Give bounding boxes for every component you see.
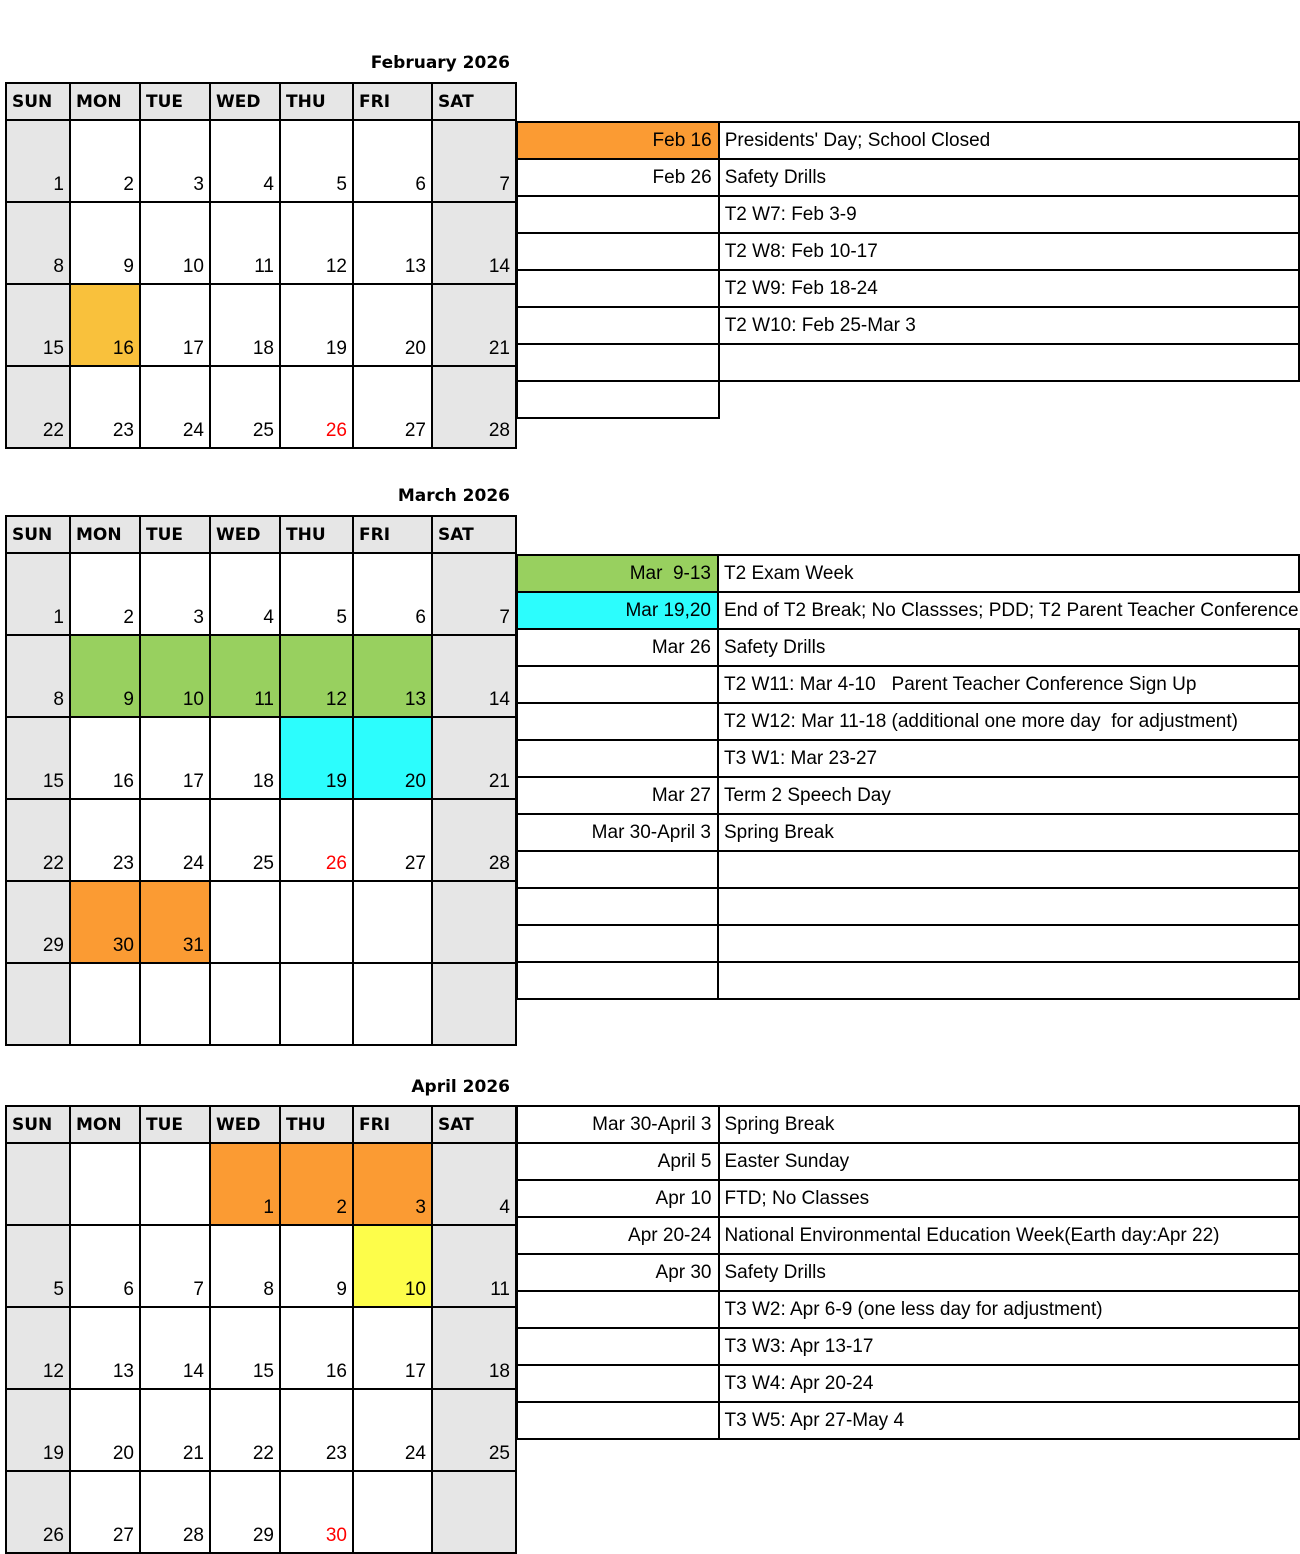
day-cell: 7	[432, 120, 516, 202]
weekday-thu: THU	[280, 83, 353, 120]
day-cell: 17	[140, 284, 210, 366]
day-cell: 19	[6, 1389, 70, 1471]
event-text: Safety Drills	[718, 629, 1299, 666]
day-cell: 25	[210, 366, 280, 448]
weekday-sun: SUN	[6, 83, 70, 120]
month-title-april: April 2026	[411, 1077, 510, 1097]
day-cell: 9	[280, 1225, 353, 1307]
event-date: Apr 30	[517, 1254, 719, 1291]
events-table-march	[516, 554, 1300, 1000]
event-row	[517, 592, 1299, 629]
week-row	[6, 635, 516, 717]
day-cell: 13	[70, 1307, 140, 1389]
weekday-sat: SAT	[432, 516, 516, 553]
event-date: Mar 30-April 3	[517, 814, 718, 851]
event-date: Mar 30-April 3	[517, 1106, 719, 1143]
event-text: Safety Drills	[719, 159, 1299, 196]
day-cell	[280, 963, 353, 1045]
event-text: Easter Sunday	[719, 1143, 1300, 1180]
day-cell: 26	[6, 1471, 70, 1553]
calendar-march	[5, 515, 517, 1046]
event-text: National Environmental Education Week(Earth day:Apr 22)	[719, 1217, 1300, 1254]
weekday-wed: WED	[210, 83, 280, 120]
event-text: T2 W8: Feb 10-17	[719, 233, 1299, 270]
weekday-fri: FRI	[353, 516, 432, 553]
event-row	[517, 381, 1299, 418]
day-cell: 21	[432, 717, 516, 799]
day-cell: 5	[6, 1225, 70, 1307]
week-row	[6, 284, 516, 366]
event-date: Feb 26	[517, 159, 719, 196]
event-row	[517, 196, 1299, 233]
event-text: T2 W7: Feb 3-9	[719, 196, 1299, 233]
day-cell-exam-week: 13	[353, 635, 432, 717]
event-text	[718, 851, 1299, 888]
event-text: T3 W2: Apr 6-9 (one less day for adjustment)	[719, 1291, 1300, 1328]
event-row	[517, 270, 1299, 307]
day-cell: 1	[6, 120, 70, 202]
event-text	[718, 962, 1299, 999]
day-cell: 12	[6, 1307, 70, 1389]
event-row	[517, 1291, 1299, 1328]
day-cell: 9	[70, 202, 140, 284]
week-row	[6, 120, 516, 202]
day-cell	[6, 963, 70, 1045]
event-date-text: Mar 9-13	[629, 562, 711, 584]
day-cell: 16	[70, 717, 140, 799]
day-cell-spring-break: 31	[140, 881, 210, 963]
day-cell: 28	[432, 799, 516, 881]
day-cell	[210, 963, 280, 1045]
day-cell-safety-drill: 26	[280, 366, 353, 448]
day-cell: 7	[140, 1225, 210, 1307]
day-cell	[6, 1143, 70, 1225]
day-cell	[140, 1143, 210, 1225]
day-cell: 23	[280, 1389, 353, 1471]
event-row	[517, 307, 1299, 344]
event-date	[517, 851, 718, 888]
event-row	[517, 1402, 1299, 1439]
weekday-mon: MON	[70, 83, 140, 120]
day-cell: 22	[210, 1389, 280, 1471]
weekday-fri: FRI	[353, 1106, 432, 1143]
day-cell	[210, 881, 280, 963]
day-cell: 15	[6, 717, 70, 799]
event-text: T2 Exam Week	[718, 555, 1299, 592]
event-row	[517, 851, 1299, 888]
day-cell: 22	[6, 799, 70, 881]
event-text: T3 W1: Mar 23-27	[718, 740, 1299, 777]
event-date	[517, 344, 719, 381]
weekday-mon: MON	[70, 1106, 140, 1143]
day-cell: 1	[6, 553, 70, 635]
event-date	[517, 555, 718, 592]
day-cell: 16	[280, 1307, 353, 1389]
event-row	[517, 555, 1299, 592]
event-date	[517, 307, 719, 344]
day-cell: 21	[432, 284, 516, 366]
event-date: Mar 26	[517, 629, 718, 666]
day-cell: 24	[140, 366, 210, 448]
day-cell	[280, 881, 353, 963]
event-date	[517, 925, 718, 962]
day-cell: 23	[70, 366, 140, 448]
event-row	[517, 888, 1299, 925]
event-text-content: T2 W11: Mar 4-10 Parent Teacher Conference Sign Up	[724, 673, 1197, 695]
day-cell: 25	[432, 1389, 516, 1471]
day-cell-exam-week: 10	[140, 635, 210, 717]
day-cell	[432, 963, 516, 1045]
day-cell: 8	[6, 202, 70, 284]
event-text-content: T2 W12: Mar 11-18 (additional one more day for adjustment)	[724, 710, 1238, 732]
day-cell: 4	[210, 120, 280, 202]
event-date	[517, 666, 718, 703]
event-date	[517, 1402, 719, 1439]
day-cell: 27	[353, 366, 432, 448]
day-cell: 8	[6, 635, 70, 717]
day-cell: 28	[432, 366, 516, 448]
event-row	[517, 233, 1299, 270]
weekday-header-row	[6, 1106, 516, 1143]
day-cell: 11	[210, 202, 280, 284]
events-table-february	[516, 121, 1300, 419]
day-cell: 15	[210, 1307, 280, 1389]
event-row	[517, 925, 1299, 962]
day-cell-exam-week: 11	[210, 635, 280, 717]
weekday-tue: TUE	[140, 1106, 210, 1143]
weekday-sun: SUN	[6, 1106, 70, 1143]
day-cell: 2	[70, 553, 140, 635]
event-date	[517, 1291, 719, 1328]
event-row	[517, 629, 1299, 666]
day-cell-t2-break: 20	[353, 717, 432, 799]
week-row	[6, 1143, 516, 1225]
day-cell: 18	[210, 717, 280, 799]
week-row	[6, 717, 516, 799]
event-row	[517, 1217, 1299, 1254]
day-cell	[432, 881, 516, 963]
day-cell: 27	[70, 1471, 140, 1553]
event-date	[517, 1365, 719, 1402]
event-date: Mar 19,20	[517, 592, 718, 629]
day-cell: 19	[280, 284, 353, 366]
weekday-fri: FRI	[353, 83, 432, 120]
weekday-header-row	[6, 516, 516, 553]
weekday-tue: TUE	[140, 83, 210, 120]
event-text: T2 W9: Feb 18-24	[719, 270, 1299, 307]
event-row	[517, 159, 1299, 196]
event-text: T2 W10: Feb 25-Mar 3	[719, 307, 1299, 344]
event-date	[517, 381, 719, 418]
event-row	[517, 1254, 1299, 1291]
event-text: Safety Drills	[719, 1254, 1300, 1291]
event-text: T3 W5: Apr 27-May 4	[719, 1402, 1300, 1439]
day-cell: 14	[140, 1307, 210, 1389]
week-row	[6, 1389, 516, 1471]
week-row	[6, 202, 516, 284]
day-cell-safety-drill: 26	[280, 799, 353, 881]
day-cell: 20	[353, 284, 432, 366]
week-row	[6, 881, 516, 963]
day-cell: 28	[140, 1471, 210, 1553]
day-cell-spring-break: 1	[210, 1143, 280, 1225]
day-cell: 6	[353, 553, 432, 635]
day-cell-ftd: 10	[353, 1225, 432, 1307]
event-row	[517, 1328, 1299, 1365]
day-cell: 29	[6, 881, 70, 963]
day-cell: 5	[280, 553, 353, 635]
day-cell: 18	[210, 284, 280, 366]
day-cell: 3	[140, 120, 210, 202]
event-text: End of T2 Break; No Classses; PDD; T2 Parent Teacher Conference	[718, 592, 1299, 629]
week-row	[6, 1225, 516, 1307]
day-cell: 25	[210, 799, 280, 881]
day-cell-safety-drill: 30	[280, 1471, 353, 1553]
day-cell-spring-break: 2	[280, 1143, 353, 1225]
day-cell: 11	[432, 1225, 516, 1307]
week-row	[6, 366, 516, 448]
calendar-february	[5, 82, 517, 449]
weekday-sun: SUN	[6, 516, 70, 553]
week-row	[6, 553, 516, 635]
day-cell: 6	[353, 120, 432, 202]
day-cell: 7	[432, 553, 516, 635]
day-cell: 15	[6, 284, 70, 366]
event-row	[517, 740, 1299, 777]
day-cell: 13	[353, 202, 432, 284]
event-row	[517, 777, 1299, 814]
day-cell: 17	[353, 1307, 432, 1389]
event-date: April 5	[517, 1143, 719, 1180]
weekday-mon: MON	[70, 516, 140, 553]
event-row	[517, 122, 1299, 159]
event-date: Mar 27	[517, 777, 718, 814]
day-cell: 3	[140, 553, 210, 635]
day-cell: 23	[70, 799, 140, 881]
day-cell: 2	[70, 120, 140, 202]
day-cell	[140, 963, 210, 1045]
day-cell: 5	[280, 120, 353, 202]
event-text	[718, 888, 1299, 925]
event-text: FTD; No Classes	[719, 1180, 1300, 1217]
event-date	[517, 740, 718, 777]
events-table-april	[516, 1105, 1300, 1440]
event-date	[517, 196, 719, 233]
day-cell	[70, 963, 140, 1045]
event-row	[517, 814, 1299, 851]
month-title-march: March 2026	[397, 486, 510, 506]
month-title-february: February 2026	[370, 53, 510, 73]
day-cell: 24	[353, 1389, 432, 1471]
day-cell: 17	[140, 717, 210, 799]
event-date	[517, 962, 718, 999]
event-row	[517, 703, 1299, 740]
day-cell	[353, 963, 432, 1045]
event-text: T3 W4: Apr 20-24	[719, 1365, 1300, 1402]
weekday-sat: SAT	[432, 83, 516, 120]
event-date: Feb 16	[517, 122, 719, 159]
event-row	[517, 666, 1299, 703]
day-cell: 4	[432, 1143, 516, 1225]
day-cell-exam-week: 12	[280, 635, 353, 717]
day-cell	[432, 1471, 516, 1553]
week-row	[6, 1471, 516, 1553]
day-cell: 22	[6, 366, 70, 448]
day-cell: 27	[353, 799, 432, 881]
event-row	[517, 1365, 1299, 1402]
event-text	[718, 666, 1299, 703]
event-text: T3 W3: Apr 13-17	[719, 1328, 1300, 1365]
weekday-wed: WED	[210, 516, 280, 553]
week-row	[6, 799, 516, 881]
day-cell	[353, 1471, 432, 1553]
day-cell: 20	[70, 1389, 140, 1471]
day-cell: 6	[70, 1225, 140, 1307]
event-text: Spring Break	[719, 1106, 1300, 1143]
day-cell	[70, 1143, 140, 1225]
weekday-sat: SAT	[432, 1106, 516, 1143]
event-row	[517, 344, 1299, 381]
week-row	[6, 963, 516, 1045]
weekday-thu: THU	[280, 516, 353, 553]
week-row	[6, 1307, 516, 1389]
event-text	[719, 381, 1299, 418]
day-cell-spring-break: 30	[70, 881, 140, 963]
day-cell: 18	[432, 1307, 516, 1389]
day-cell: 8	[210, 1225, 280, 1307]
day-cell: 10	[140, 202, 210, 284]
day-cell: 21	[140, 1389, 210, 1471]
day-cell	[353, 881, 432, 963]
event-text	[718, 925, 1299, 962]
day-cell-highlight-presidents-day: 16	[70, 284, 140, 366]
event-text	[718, 703, 1299, 740]
event-date: Apr 20-24	[517, 1217, 719, 1254]
event-text: Term 2 Speech Day	[718, 777, 1299, 814]
day-cell: 4	[210, 553, 280, 635]
day-cell-spring-break: 3	[353, 1143, 432, 1225]
event-row	[517, 1143, 1299, 1180]
event-row	[517, 962, 1299, 999]
event-row	[517, 1180, 1299, 1217]
event-text: Presidents' Day; School Closed	[719, 122, 1299, 159]
event-date	[517, 233, 719, 270]
weekday-wed: WED	[210, 1106, 280, 1143]
day-cell: 24	[140, 799, 210, 881]
day-cell-exam-week: 9	[70, 635, 140, 717]
day-cell: 14	[432, 635, 516, 717]
event-date	[517, 703, 718, 740]
day-cell-t2-break: 19	[280, 717, 353, 799]
event-date	[517, 270, 719, 307]
calendar-april	[5, 1105, 517, 1554]
event-date	[517, 1328, 719, 1365]
event-date: Apr 10	[517, 1180, 719, 1217]
event-date	[517, 888, 718, 925]
weekday-thu: THU	[280, 1106, 353, 1143]
weekday-tue: TUE	[140, 516, 210, 553]
day-cell: 12	[280, 202, 353, 284]
event-row	[517, 1106, 1299, 1143]
day-cell: 14	[432, 202, 516, 284]
event-text: Spring Break	[718, 814, 1299, 851]
weekday-header-row	[6, 83, 516, 120]
day-cell: 29	[210, 1471, 280, 1553]
event-text	[719, 344, 1299, 381]
